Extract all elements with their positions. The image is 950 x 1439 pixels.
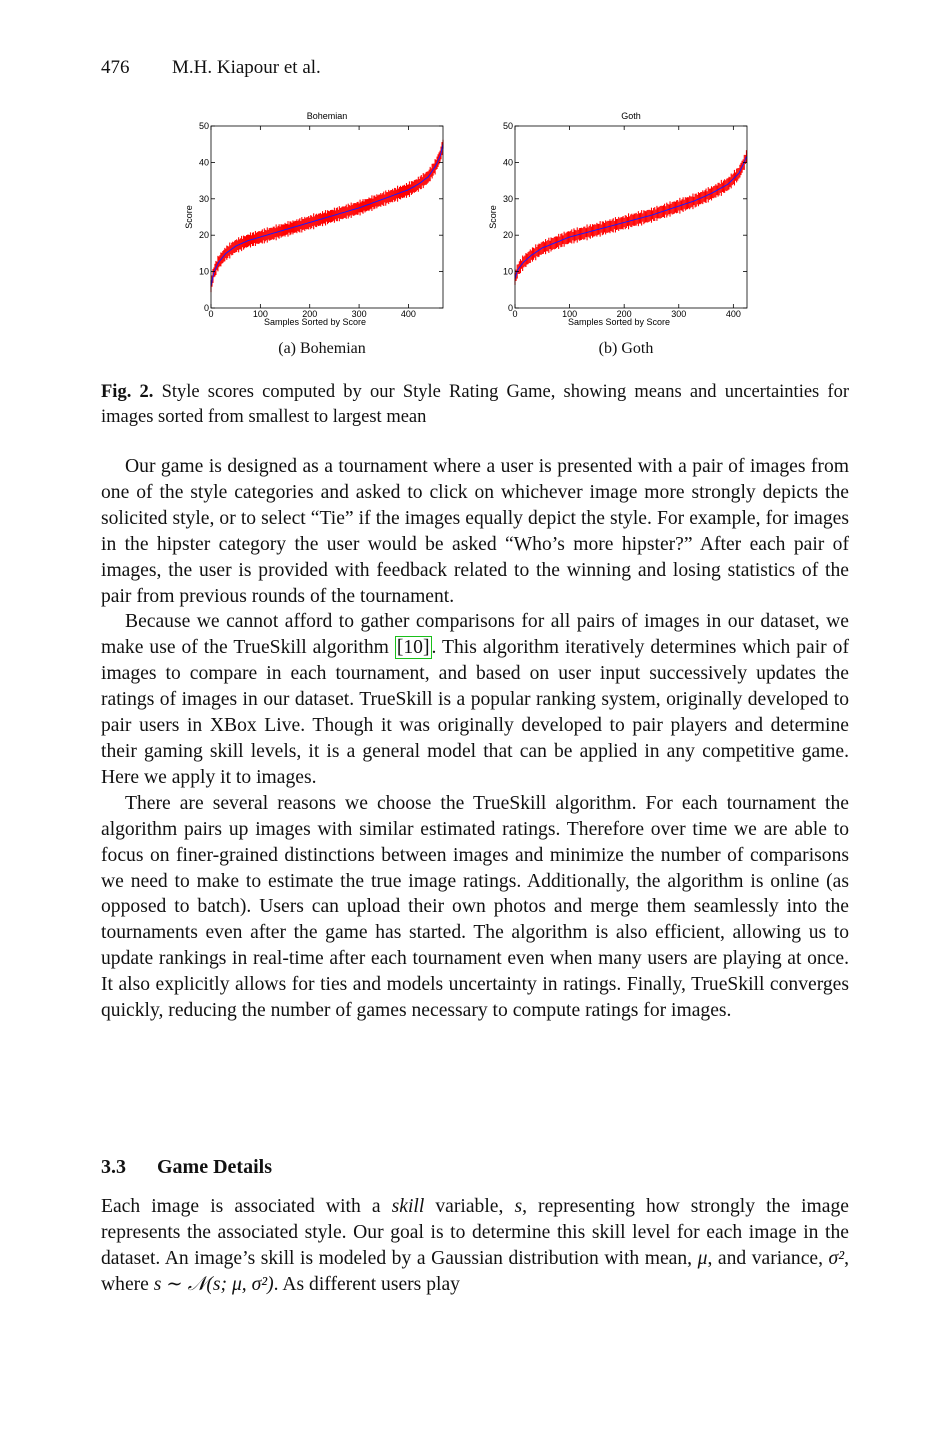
chart-goth xyxy=(487,106,747,336)
figure-label: Fig. 2. xyxy=(101,382,154,402)
running-authors: M.H. Kiapour et al. xyxy=(172,57,321,78)
y-axis-label: Score xyxy=(184,205,194,229)
sp-text-3: , representing how strongly the image represents the associated style. Our goal is to determine this skill level for each image in the dataset. An image’s skill is modeled by a Gaussian distribution with mean, xyxy=(101,1196,849,1269)
figure-caption xyxy=(101,380,849,430)
y-tick-label: 50 xyxy=(198,121,209,131)
x-tick-label: 0 xyxy=(208,309,214,319)
figure-caption-text: Style scores computed by our Style Rating Game, showing means and uncertainties for images sorted from smallest to largest mean xyxy=(101,382,849,427)
x-tick-label: 300 xyxy=(351,309,367,319)
section-title: Game Details xyxy=(157,1156,272,1178)
y-tick-label: 30 xyxy=(198,193,209,204)
sp-text-1: Each image is associated with a xyxy=(101,1196,392,1217)
sp-mu: μ xyxy=(697,1247,708,1269)
x-tick-label: 400 xyxy=(725,309,741,319)
x-tick-label: 200 xyxy=(302,309,318,319)
x-tick-label: 100 xyxy=(252,309,268,319)
subcaption-b: (b) Goth xyxy=(598,340,654,357)
chart-bohemian xyxy=(183,106,443,336)
y-tick-label: 40 xyxy=(198,157,209,168)
paragraph-3: There are several reasons we choose the TrueSkill algorithm. For each tournament the algorithm pairs up images with similar estimated ratings. Therefore over time we are able to focus on finer-grained distinctions between images and minimize the number of comparisons we need to make to estimate the true image ratings. Additionally, the algorithm is online (as opposed to batch). Users can upload their own photos and merge them seamlessly into the tournaments even after the game has started. The algorithm is also efficient, allowing us to update rankings in real-time after each tournament even when many users are playing at once. It also explicitly allows for ties and models uncertainty in ratings. Finally, TrueSkill converges quickly, reducing the number of games necessary to compute ratings for images. xyxy=(101,792,849,1022)
x-tick-label: 0 xyxy=(512,309,518,319)
sp-text-4: , and variance, xyxy=(707,1247,829,1269)
chart-title: Goth xyxy=(621,111,641,121)
paragraph-2-text-b: . This algorithm iteratively determines which pair of images to compare in each tournament, and based on user input successively updates the ratings of images in our dataset. TrueSkill is a popular ranking system, originally developed to pair users in XBox Live. Though it was originally developed to pair players and determine their gaming skill levels, it is a general model that can be applied in any competitive game. Here we apply it to images. xyxy=(101,637,849,788)
x-axis-label: Samples Sorted by Score xyxy=(567,317,671,327)
error-bars xyxy=(211,140,443,292)
section-paragraph xyxy=(101,1194,849,1298)
body-text xyxy=(101,454,849,1024)
citation-link-10[interactable]: [10] xyxy=(396,637,430,659)
y-tick-label: 10 xyxy=(198,266,209,277)
x-tick-label: 100 xyxy=(562,309,578,319)
sp-s: s xyxy=(514,1196,523,1217)
x-axis-label: Samples Sorted by Score xyxy=(263,317,367,327)
y-tick-label: 20 xyxy=(502,230,513,241)
y-tick-label: 30 xyxy=(502,193,513,204)
x-tick-label: 400 xyxy=(400,309,416,319)
page-number: 476 xyxy=(101,57,130,78)
section-body xyxy=(101,1194,849,1298)
error-bars xyxy=(515,150,746,285)
sp-text-5: , where xyxy=(101,1247,849,1295)
y-tick-label: 20 xyxy=(198,230,209,241)
y-tick-label: 40 xyxy=(502,157,513,168)
sp-sigma2: σ² xyxy=(828,1247,845,1269)
paragraph-2 xyxy=(101,609,849,790)
y-tick-label: 50 xyxy=(502,121,513,131)
section-number: 3.3 xyxy=(101,1156,126,1178)
y-tick-label: 0 xyxy=(507,303,513,313)
sp-text-2: variable, xyxy=(424,1196,515,1217)
sp-text-6: . As different users play xyxy=(273,1273,460,1295)
x-tick-label: 200 xyxy=(616,309,632,319)
chart-goth-svg xyxy=(487,106,752,336)
x-tick-label: 300 xyxy=(671,309,687,319)
y-tick-label: 10 xyxy=(502,266,513,277)
subcaption-a: (a) Bohemian xyxy=(278,340,366,357)
chart-title: Bohemian xyxy=(306,111,348,121)
y-tick-label: 0 xyxy=(203,303,209,313)
paragraph-1: Our game is designed as a tournament where a user is presented with a pair of images from one of the style categories and asked to click on whichever image more strongly depicts the solicited style, or to select “Tie” if the images equally depict the style. For example, for images in the hipster category the user would be asked “Who’s more hipster?” After each pair of images, the user is provided with feedback related to the winning and losing statistics of the pair from previous rounds of the tournament. xyxy=(101,456,849,607)
section-heading xyxy=(101,1156,272,1179)
page-header xyxy=(101,57,321,79)
sp-skill: skill xyxy=(391,1196,425,1217)
chart-bohemian-svg xyxy=(183,106,448,336)
y-axis-label: Score xyxy=(488,205,498,229)
paragraph-2-text-a: Because we cannot afford to gather comparisons for all pairs of images in our dataset, we make use of the TrueSkill algorithm xyxy=(101,611,849,659)
sp-formula: s ∼ 𝒩(s; μ, σ²) xyxy=(153,1273,274,1295)
